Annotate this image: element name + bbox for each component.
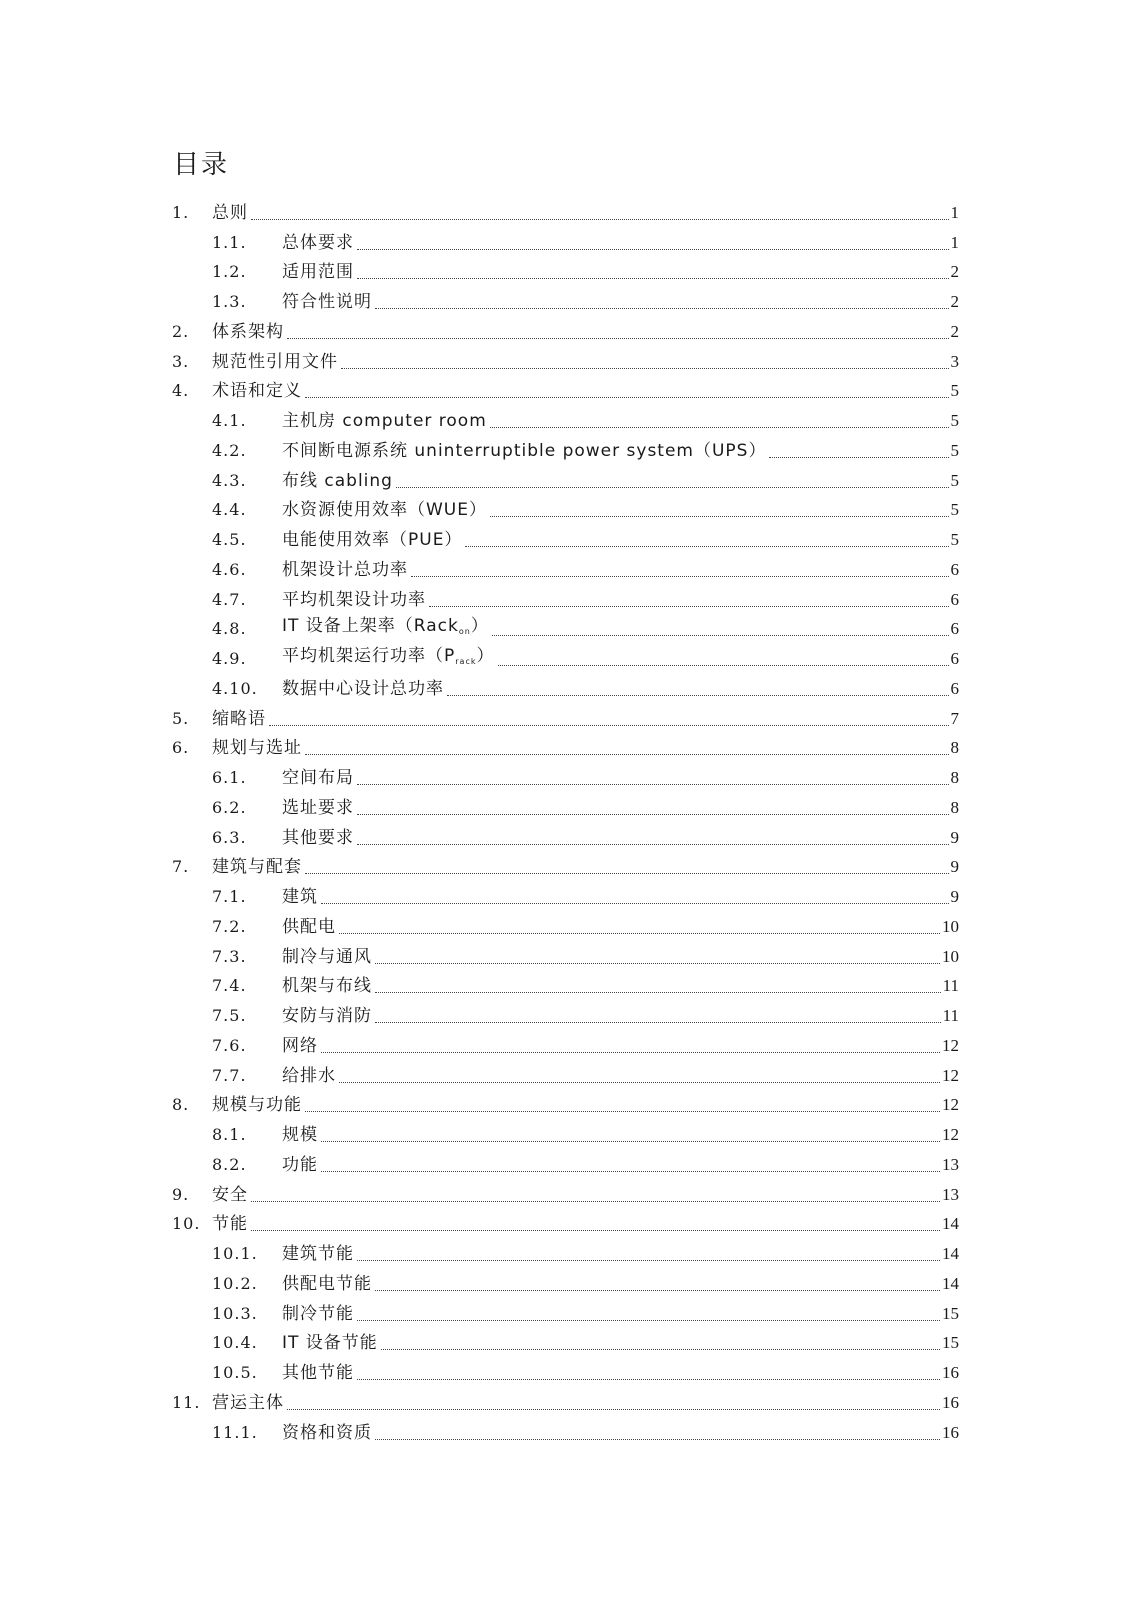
toc-dot-leader [490,426,949,428]
toc-entry-title-text: 营运主体 [212,1392,284,1413]
toc-entry-section[interactable] [172,763,959,793]
toc-entry-page: 12 [942,1095,959,1115]
toc-entry-section[interactable] [172,406,959,436]
toc-entry-section[interactable] [172,496,959,526]
toc-entry-title [212,856,302,878]
toc-entry-title [212,321,284,343]
toc-entry-title-text: 安全 [212,1184,248,1205]
toc-entry-section[interactable] [172,644,959,674]
toc-entry-section[interactable] [172,1001,959,1031]
toc-entry-chapter[interactable] [172,1210,959,1240]
toc-entry-page: 2 [950,321,959,341]
toc-entry-number: 7.4. [212,976,247,996]
toc-entry-page: 12 [942,1035,959,1055]
toc-entry-subscript: rack [455,657,477,667]
toc-entry-title-text: 规模 [282,1125,318,1146]
toc-entry-chapter[interactable] [172,704,959,734]
toc-entry-title [282,291,372,313]
toc-entry-title-text: 数据中心设计总功率 [282,678,444,699]
toc-dot-leader [341,367,949,369]
toc-dot-leader [357,813,949,815]
toc-entry-section[interactable] [172,1329,959,1359]
toc-entry-number: 1.3. [212,292,247,312]
toc-entry-title-text: 缩略语 [212,708,266,729]
toc-entry-page: 8 [950,738,959,758]
toc-dot-leader [251,1200,940,1202]
toc-entry-section[interactable] [172,1061,959,1091]
toc-entry-title [282,678,444,700]
toc-entry-title-text: 规划与选址 [212,738,302,759]
toc-entry-title-text: 安防与消防 [282,1006,372,1027]
toc-dot-leader [492,634,949,636]
toc-entry-title [282,440,766,462]
toc-entry-page: 14 [942,1244,959,1264]
toc-entry-title [282,1362,354,1384]
toc-entry-title [282,1332,378,1354]
toc-entry-page: 13 [942,1154,959,1174]
toc-title: 目录 [173,150,230,180]
toc-entry-number: 1.2. [212,262,247,282]
toc-entry-section[interactable] [172,615,959,645]
toc-entry-section[interactable] [172,1269,959,1299]
toc-dot-leader [269,724,949,726]
toc-entry-number: 4.7. [212,589,247,609]
toc-entry-number: 7.7. [212,1065,247,1085]
toc-entry-section[interactable] [172,882,959,912]
toc-dot-leader [357,1378,940,1380]
toc-dot-leader [251,218,949,220]
toc-entry-number: 7.5. [212,1006,247,1026]
toc-entry-number: 11. [172,1392,201,1412]
toc-entry-title [212,1094,302,1116]
toc-entry-section[interactable] [172,525,959,555]
toc-entry-number: 6.1. [212,768,247,788]
toc-entry-title-text: 选址要求 [282,797,354,818]
toc-entry-section[interactable] [172,1031,959,1061]
toc-entry-title [282,529,462,551]
toc-entry-title [282,1154,318,1176]
toc-dot-leader [339,1081,940,1083]
toc-entry-section[interactable] [172,942,959,972]
toc-entry-title-text: 机架设计总功率 [282,559,408,580]
toc-entry-title-text: 节能 [212,1214,248,1235]
toc-entry-title-text: 其他要求 [282,827,354,848]
toc-entry-title [282,1124,318,1146]
toc-entry-title [282,559,408,581]
toc-entry-number: 10. [172,1214,201,1234]
toc-entry-number: 10.5. [212,1363,258,1383]
toc-entry-page: 3 [950,351,959,371]
toc-entry-title [212,1392,284,1414]
toc-entry-title [282,410,487,432]
toc-entry-title [212,708,266,730]
toc-entry-title-text: 建筑与配套 [212,857,302,878]
toc-entry-title [282,975,372,997]
toc-dot-leader [357,277,949,279]
toc-entry-title [282,1065,336,1087]
toc-entry-number: 7.3. [212,946,247,966]
toc-dot-leader [287,337,949,339]
toc-entry-section[interactable] [172,1120,959,1150]
toc-entry-page: 9 [950,857,959,877]
toc-entry-number: 5. [172,708,190,728]
toc-entry-title-text: 其他节能 [282,1363,354,1384]
toc-entry-chapter[interactable] [172,347,959,377]
toc-entry-number: 9. [172,1184,190,1204]
toc-entry-number: 4.8. [212,619,247,639]
toc-entry-number: 8.1. [212,1125,247,1145]
toc-entry-section[interactable] [172,1418,959,1448]
toc-entry-chapter[interactable] [172,1180,959,1210]
toc-entry-section[interactable] [172,1358,959,1388]
toc-entry-title [212,380,302,402]
toc-entry-page: 15 [942,1333,959,1353]
toc-entry-page: 15 [942,1303,959,1323]
toc-entry-title [282,886,318,908]
toc-dot-leader [357,1259,940,1261]
toc-entry-number: 8.2. [212,1154,247,1174]
toc-entry-page: 12 [942,1065,959,1085]
toc-entry-title [282,1005,372,1027]
toc-entry-chapter[interactable] [172,1388,959,1418]
toc-dot-leader [375,1021,941,1023]
toc-entry-title [282,1422,372,1444]
toc-entry-number: 10.1. [212,1244,258,1264]
toc-entry-title [282,946,372,968]
toc-entry-title [282,916,336,938]
toc-entry-title [282,1303,354,1325]
toc-entry-title-text: 供配电 [282,916,336,937]
toc-entry-page: 13 [942,1184,959,1204]
toc-entry-chapter[interactable] [172,734,959,764]
toc-entry-page: 10 [942,916,959,936]
toc-entry-number: 6. [172,738,190,758]
toc-entry-page: 5 [950,411,959,431]
toc-entry-chapter[interactable] [172,317,959,347]
toc-entry-title-text: 建筑 [282,887,318,908]
toc-entry-chapter[interactable] [172,198,959,228]
toc-dot-leader [375,1289,940,1291]
toc-entry-page: 5 [950,470,959,490]
toc-entry-number: 4.10. [212,678,258,698]
toc-entry-number: 6.3. [212,827,247,847]
toc-entry-title-suffix: ） [476,646,495,667]
toc-dot-leader [447,694,949,696]
toc-entry-number: 1.1. [212,232,247,252]
toc-entry-title-text: 体系架构 [212,321,284,342]
toc-dot-leader [321,902,949,904]
toc-entry-title [282,1273,372,1295]
toc-entry-number: 4.3. [212,470,247,490]
toc-entry-title-text: 资格和资质 [282,1422,372,1443]
toc-entry-chapter[interactable] [172,377,959,407]
toc-dot-leader [490,515,949,517]
toc-entry-number: 10.4. [212,1333,258,1353]
toc-dot-leader [411,575,949,577]
toc-dot-leader [321,1140,940,1142]
toc-entry-number: 4.4. [212,500,247,520]
toc-dot-leader [305,753,949,755]
toc-entry-title [282,767,354,789]
toc-entry-title [212,1184,248,1206]
toc-entry-title [282,645,495,673]
toc-entry-title [282,1035,318,1057]
toc-entry-title-text: 适用范围 [282,262,354,283]
toc-entry-title [212,351,338,373]
toc-entry-title [282,261,354,283]
toc-entry-title-text: 主机房 computer room [282,411,487,432]
toc-entry-page: 2 [950,262,959,282]
toc-dot-leader [396,486,949,488]
toc-entry-page: 16 [942,1422,959,1442]
toc-entry-section[interactable] [172,466,959,496]
toc-entry-number: 2. [172,321,190,341]
toc-entry-subscript: on [458,627,471,637]
toc-entry-page: 16 [942,1392,959,1412]
toc-entry-page: 14 [942,1273,959,1293]
toc-entry-number: 4.2. [212,440,247,460]
toc-entry-title [282,615,489,643]
toc-entry-number: 7.6. [212,1035,247,1055]
toc-dot-leader [357,248,949,250]
toc-entry-number: 11.1. [212,1422,258,1442]
toc-entry-section[interactable] [172,1299,959,1329]
table-of-contents [172,198,959,1448]
toc-entry-page: 10 [942,946,959,966]
toc-entry-page: 1 [950,232,959,252]
toc-entry-title [212,202,248,224]
toc-entry-title-text: 规模与功能 [212,1095,302,1116]
toc-dot-leader [375,962,940,964]
toc-entry-section[interactable] [172,912,959,942]
toc-entry-title-text: 功能 [282,1154,318,1175]
toc-entry-title [212,1213,248,1235]
toc-entry-number: 7.1. [212,887,247,907]
toc-entry-number: 4.6. [212,559,247,579]
toc-entry-page: 2 [950,292,959,312]
toc-entry-chapter[interactable] [172,1091,959,1121]
toc-entry-number: 10.3. [212,1303,258,1323]
toc-entry-title [282,797,354,819]
toc-entry-section[interactable] [172,436,959,466]
toc-dot-leader [769,456,948,458]
toc-entry-title-text: 空间布局 [282,768,354,789]
toc-entry-section[interactable] [172,1150,959,1180]
toc-entry-section[interactable] [172,793,959,823]
toc-dot-leader [357,783,949,785]
toc-entry-title-text: 供配电节能 [282,1273,372,1294]
toc-entry-title-text: 水资源使用效率（WUE） [282,500,487,521]
toc-entry-title-text: 建筑节能 [282,1244,354,1265]
toc-entry-section[interactable] [172,555,959,585]
toc-dot-leader [375,991,941,993]
toc-entry-number: 7. [172,857,190,877]
toc-entry-title-suffix: ） [470,616,489,637]
toc-entry-title [282,589,426,611]
toc-entry-title-text: 机架与布线 [282,976,372,997]
toc-dot-leader [305,872,949,874]
toc-entry-title-text: 不间断电源系统 uninterruptible power system（UPS） [282,440,767,461]
toc-entry-title [282,499,487,521]
toc-entry-page: 9 [950,887,959,907]
toc-entry-number: 7.2. [212,916,247,936]
toc-entry-title-text: IT 设备上架率（Rack [282,616,459,637]
toc-entry-section[interactable] [172,287,959,317]
toc-entry-title-text: 术语和定义 [212,381,302,402]
toc-dot-leader [287,1408,940,1410]
toc-entry-section[interactable] [172,972,959,1002]
toc-entry-number: 4.1. [212,411,247,431]
toc-dot-leader [339,932,940,934]
toc-entry-number: 1. [172,202,190,222]
toc-entry-number: 4.5. [212,530,247,550]
toc-entry-title-text: 平均机架运行功率（P [282,646,456,667]
toc-dot-leader [251,1229,940,1231]
toc-entry-page: 1 [950,202,959,222]
toc-entry-page: 6 [950,678,959,698]
toc-entry-number: 4.9. [212,649,247,669]
toc-dot-leader [357,1319,940,1321]
toc-dot-leader [357,843,949,845]
toc-entry-section[interactable] [172,258,959,288]
toc-entry-title-text: 制冷节能 [282,1303,354,1324]
toc-entry-page: 5 [950,440,959,460]
toc-entry-title-text: 总体要求 [282,232,354,253]
toc-entry-page: 6 [950,619,959,639]
toc-entry-number: 10.2. [212,1273,258,1293]
toc-entry-title-text: IT 设备节能 [282,1333,378,1354]
toc-dot-leader [321,1170,940,1172]
toc-dot-leader [305,1110,940,1112]
toc-entry-page: 8 [950,768,959,788]
toc-entry-page: 6 [950,589,959,609]
toc-dot-leader [381,1348,940,1350]
toc-entry-page: 8 [950,797,959,817]
toc-entry-page: 16 [942,1363,959,1383]
toc-entry-section[interactable] [172,823,959,853]
toc-entry-title-text: 符合性说明 [282,292,372,313]
toc-entry-title-text: 平均机架设计功率 [282,589,426,610]
toc-entry-page: 5 [950,500,959,520]
toc-entry-title-text: 规范性引用文件 [212,351,338,372]
toc-dot-leader [375,307,949,309]
toc-entry-page: 14 [942,1214,959,1234]
toc-entry-title-text: 给排水 [282,1065,336,1086]
toc-entry-title [282,1243,354,1265]
toc-entry-title [282,232,354,254]
toc-entry-page: 11 [942,1006,959,1026]
toc-entry-page: 12 [942,1125,959,1145]
toc-entry-title [282,470,393,492]
toc-entry-title-text: 网络 [282,1035,318,1056]
toc-entry-page: 5 [950,530,959,550]
toc-entry-number: 8. [172,1095,190,1115]
toc-entry-number: 3. [172,351,190,371]
toc-entry-title-text: 电能使用效率（PUE） [282,530,463,551]
toc-entry-title [212,737,302,759]
toc-entry-page: 7 [950,708,959,728]
toc-entry-number: 6.2. [212,797,247,817]
toc-entry-page: 6 [950,649,959,669]
toc-entry-section[interactable] [172,674,959,704]
toc-entry-title-text: 制冷与通风 [282,946,372,967]
toc-dot-leader [465,545,948,547]
toc-entry-section[interactable] [172,1239,959,1269]
toc-entry-number: 4. [172,381,190,401]
toc-entry-page: 11 [942,976,959,996]
toc-entry-section[interactable] [172,228,959,258]
toc-dot-leader [375,1438,940,1440]
toc-entry-title-text: 总则 [212,202,248,223]
toc-entry-title-text: 布线 cabling [282,470,393,491]
toc-entry-page: 6 [950,559,959,579]
toc-dot-leader [429,605,949,607]
toc-entry-title [282,827,354,849]
toc-entry-chapter[interactable] [172,853,959,883]
toc-dot-leader [321,1051,940,1053]
toc-entry-page: 9 [950,827,959,847]
toc-dot-leader [305,396,949,398]
toc-dot-leader [498,664,949,666]
toc-entry-section[interactable] [172,585,959,615]
toc-entry-page: 5 [950,381,959,401]
